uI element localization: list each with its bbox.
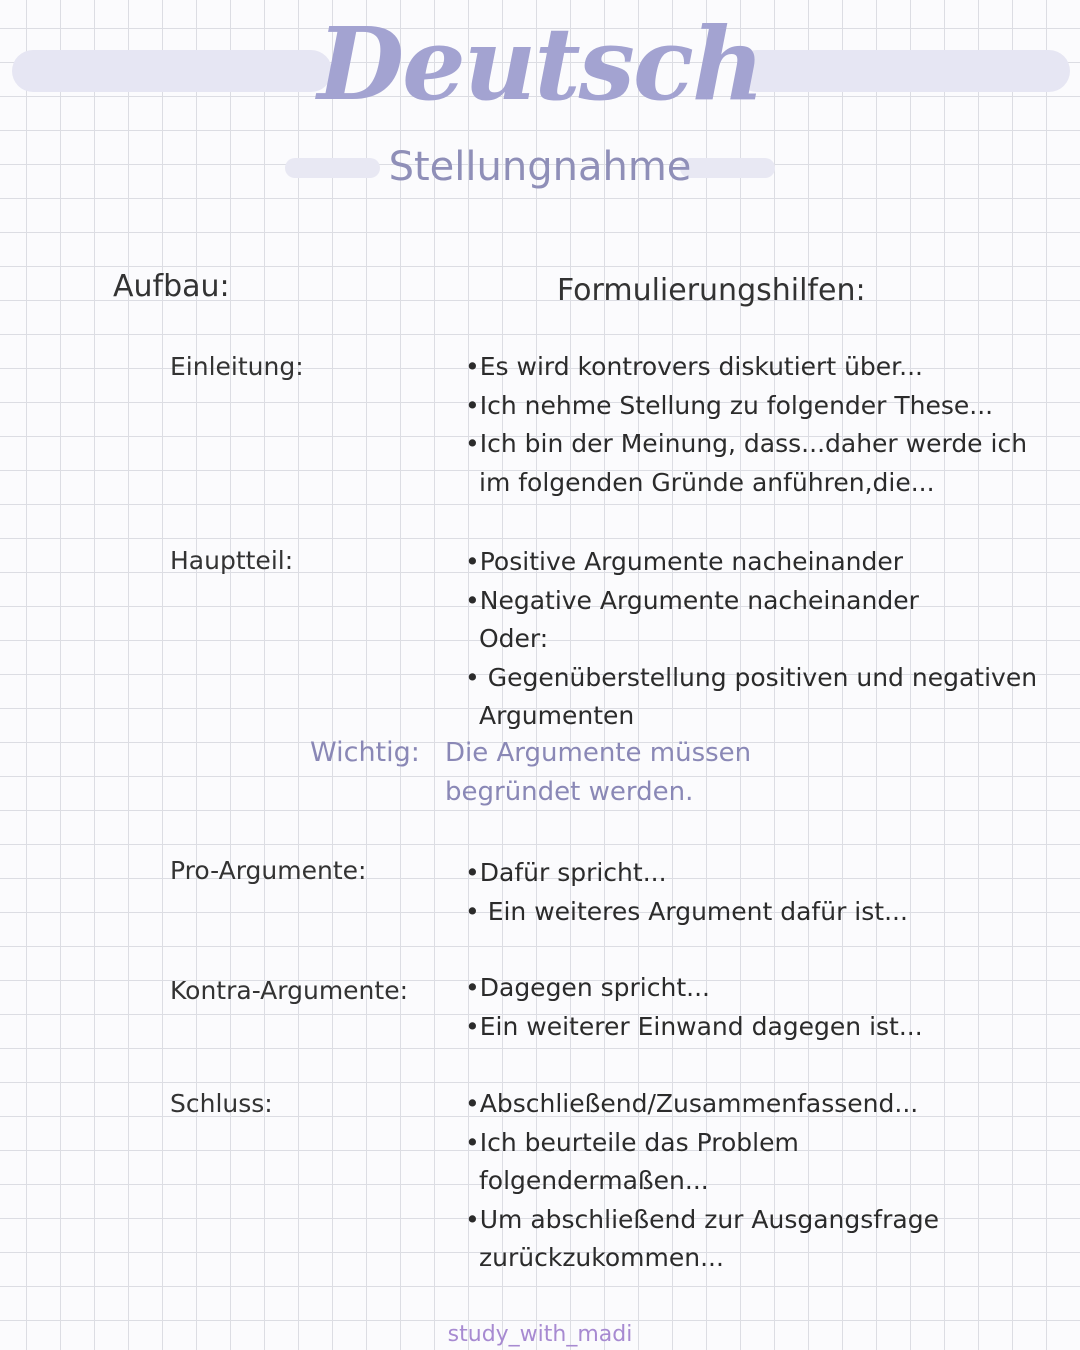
section-label-kontra-argumente: Kontra-Argumente: [170, 976, 409, 1005]
note-text [445, 734, 751, 811]
column-heading-formulierungshilfen: Formulierungshilfen: [557, 273, 866, 308]
section-items-hauptteil [465, 543, 1037, 736]
creator-credit: study_with_madi [447, 1322, 633, 1347]
list-item: •Positive Argumente nacheinander [465, 547, 904, 576]
list-item: •Es wird kontrovers diskutiert über... [465, 352, 924, 381]
page-subtitle: Stellungnahme [388, 144, 692, 190]
list-item: • Ein weiteres Argument dafür ist... [465, 896, 908, 926]
list-item: •Ich nehme Stellung zu folgender These... [465, 390, 994, 420]
list-item: •Ich beurteile das Problem [465, 1127, 799, 1157]
list-item: im folgenden Gründe anführen,die... [479, 467, 935, 497]
section-items-einleitung [465, 348, 1027, 502]
note-line: Die Argumente müssen [445, 738, 752, 768]
list-item: Oder: [479, 624, 549, 653]
list-item: •Negative Argumente nacheinander [465, 585, 919, 615]
section-items-pro-argumente [465, 854, 908, 931]
section-label-pro-argumente: Pro-Argumente: [170, 856, 367, 885]
list-item: •Ein weiterer Einwand dagegen ist... [465, 1011, 923, 1041]
list-item: •Ich bin der Meinung, dass...daher werde ich [465, 429, 1028, 458]
list-item: •Um abschließend zur Ausgangsfrage [465, 1204, 939, 1234]
section-items-schluss [465, 1085, 939, 1278]
note-line: begründet werden. [445, 776, 694, 807]
list-item: zurückzukommen... [479, 1243, 724, 1272]
page-title: Deutsch [317, 5, 763, 123]
section-label-hauptteil: Hauptteil: [170, 546, 294, 575]
section-label-schluss: Schluss: [170, 1089, 273, 1118]
list-item: •Abschließend/Zusammenfassend... [465, 1089, 919, 1118]
note-label: Wichtig: [310, 737, 420, 768]
list-item: •Dagegen spricht... [465, 973, 710, 1002]
section-label-einleitung: Einleitung: [170, 352, 304, 381]
section-items-kontra-argumente [465, 969, 923, 1046]
list-item: folgendermaßen... [479, 1166, 709, 1195]
column-heading-aufbau: Aufbau: [113, 269, 230, 304]
list-item: Argumenten [479, 701, 635, 730]
list-item: • Gegenüberstellung positiven und negativen [465, 662, 1038, 692]
list-item: •Dafür spricht... [465, 858, 667, 887]
